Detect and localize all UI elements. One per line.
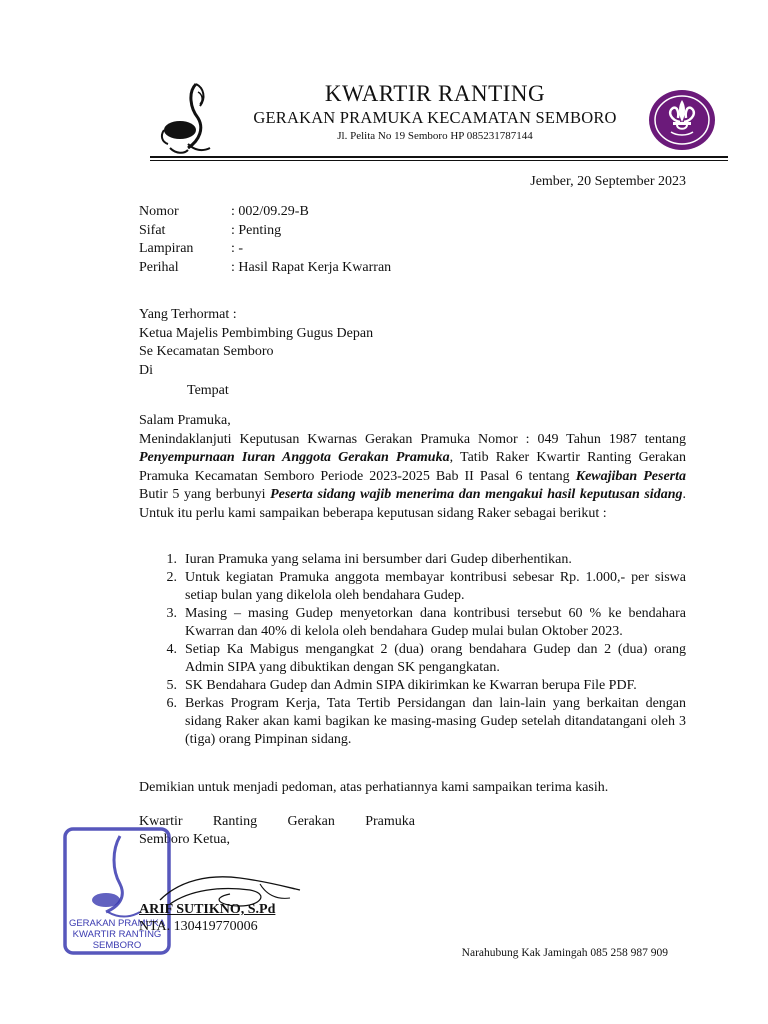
list-text: Berkas Program Kerja, Tata Tertib Persidangan dan lain-lain yang berkaitan dengan sidang Raker akan kami bagikan ke masing-masing Gudep setelah ditandatangani oleh 3 (tiga) orang Pimpinan sidang. — [185, 696, 686, 747]
letter-meta — [139, 203, 391, 277]
list-number: 3. — [166, 606, 177, 621]
signatory-nta: NTA. 130419770006 — [139, 919, 258, 934]
wosm-emblem-logo — [647, 88, 717, 152]
recipient-place: Tempat — [187, 383, 229, 398]
meta-value: : - — [231, 241, 244, 256]
list-number: 6. — [166, 696, 177, 711]
list-text: SK Bendahara Gudep dan Admin SIPA dikirimkan ke Kwarran berupa File PDF. — [185, 678, 637, 693]
emphasis-text: Kewajiban Peserta — [575, 468, 686, 484]
letterhead-title: KWARTIR RANTING — [324, 81, 546, 106]
list-number: 4. — [166, 642, 177, 657]
signature-org-line — [139, 814, 415, 830]
meta-value: : 002/09.29-B — [231, 204, 309, 219]
meta-label: Lampiran — [139, 241, 194, 256]
contact-person: Narahubung Kak Jamingah 085 258 987 909 — [461, 947, 668, 959]
org-word: Kwartir — [139, 814, 183, 829]
list-number: 2. — [166, 570, 177, 585]
intro-paragraph: Menindaklanjuti Keputusan Kwarnas Gerakan Pramuka Nomor : 049 Tahun 1987 tentang Penyempurnaan Iuran Anggota Gerakan Pramuka, Tatib Raker Kwartir Ranting Gerakan Pramuka Kecamatan Semboro Periode 2023-2025 Bab II Pasal 6 tentang Kewajiban Peserta Butir 5 yang berbunyi Peserta sidang wajib menerima dan mengakui hasil keputusan sidang. Untuk itu perlu kami sampaikan beberapa keputusan sidang Raker sebagai berikut : — [139, 431, 687, 521]
list-text: Iuran Pramuka yang selama ini bersumber dari Gudep diberhentikan. — [185, 552, 572, 567]
list-item — [139, 551, 686, 569]
list-item — [139, 677, 686, 695]
letterhead-address: Jl. Pelita No 19 Semboro HP 085231787144 — [337, 130, 533, 142]
list-number: 5. — [166, 678, 177, 693]
meta-label: Nomor — [139, 204, 179, 219]
emphasis-text: Penyempurnaan Iuran Anggota Gerakan Pramuka — [139, 450, 450, 465]
meta-row-lampiran — [139, 240, 391, 259]
closing-sentence: Demikian untuk menjadi pedoman, atas perhatiannya kami sampaikan terima kasih. — [139, 780, 609, 795]
recipient-block — [139, 306, 373, 401]
meta-value: : Hasil Rapat Kerja Kwarran — [231, 259, 392, 275]
org-word: Gerakan — [287, 814, 335, 829]
list-number: 1. — [166, 552, 177, 567]
meta-label: Sifat — [139, 222, 166, 238]
emphasis-text: Peserta sidang wajib menerima dan mengakui hasil keputusan sidang — [270, 487, 683, 502]
meta-label: Perihal — [139, 259, 179, 275]
meta-row-nomor — [139, 203, 391, 222]
list-item — [139, 641, 686, 677]
greeting: Salam Pramuka, — [139, 413, 231, 428]
list-text: Setiap Ka Mabigus mengangkat 2 (dua) orang bendahara Gudep dan 2 (dua) orang Admin SIPA yang dibuktikan dengan SK pengangkatan. — [185, 642, 686, 675]
signatory-name: ARIF SUTIKNO, S.Pd — [139, 902, 276, 917]
signature-role: Semboro Ketua, — [139, 832, 230, 847]
letterhead-rule-thin — [150, 160, 728, 161]
tunas-kelapa-logo — [158, 78, 218, 156]
recipient-line: Se Kecamatan Semboro — [139, 344, 274, 359]
meta-value: : Penting — [231, 222, 282, 238]
letterhead-rule — [150, 156, 728, 158]
org-word: Pramuka — [365, 814, 415, 829]
list-item — [139, 605, 686, 641]
list-item — [139, 569, 686, 605]
letter-date: Jember, 20 September 2023 — [530, 174, 686, 189]
letterhead-subtitle: GERAKAN PRAMUKA KECAMATAN SEMBORO — [253, 108, 617, 127]
meta-row-perihal — [139, 259, 391, 278]
meta-row-sifat — [139, 222, 391, 241]
list-text: Untuk kegiatan Pramuka anggota membayar kontribusi sebesar Rp. 1.000,- per siswa setiap bulan yang dikelola oleh bendahara Gudep. — [185, 570, 686, 603]
list-text: Masing – masing Gudep menyetorkan dana kontribusi tersebut 60 % ke bendahara Kwarran dan 40% di kelola oleh bendahara Gudep mulai bulan Oktober 2023. — [185, 606, 686, 639]
recipient-line: Di — [139, 362, 153, 378]
org-word: Ranting — [212, 814, 258, 829]
stamp-line: KWARTIR RANTING — [72, 929, 162, 940]
stamp-line: SEMBORO — [92, 940, 142, 951]
stamp-line: GERAKAN PRAMUKA — [68, 918, 166, 929]
decision-list — [139, 551, 686, 749]
list-item — [139, 695, 686, 749]
recipient-line: Ketua Majelis Pembimbing Gugus Depan — [139, 325, 374, 341]
recipient-salutation: Yang Terhormat : — [139, 307, 237, 322]
letter-body — [139, 412, 686, 523]
